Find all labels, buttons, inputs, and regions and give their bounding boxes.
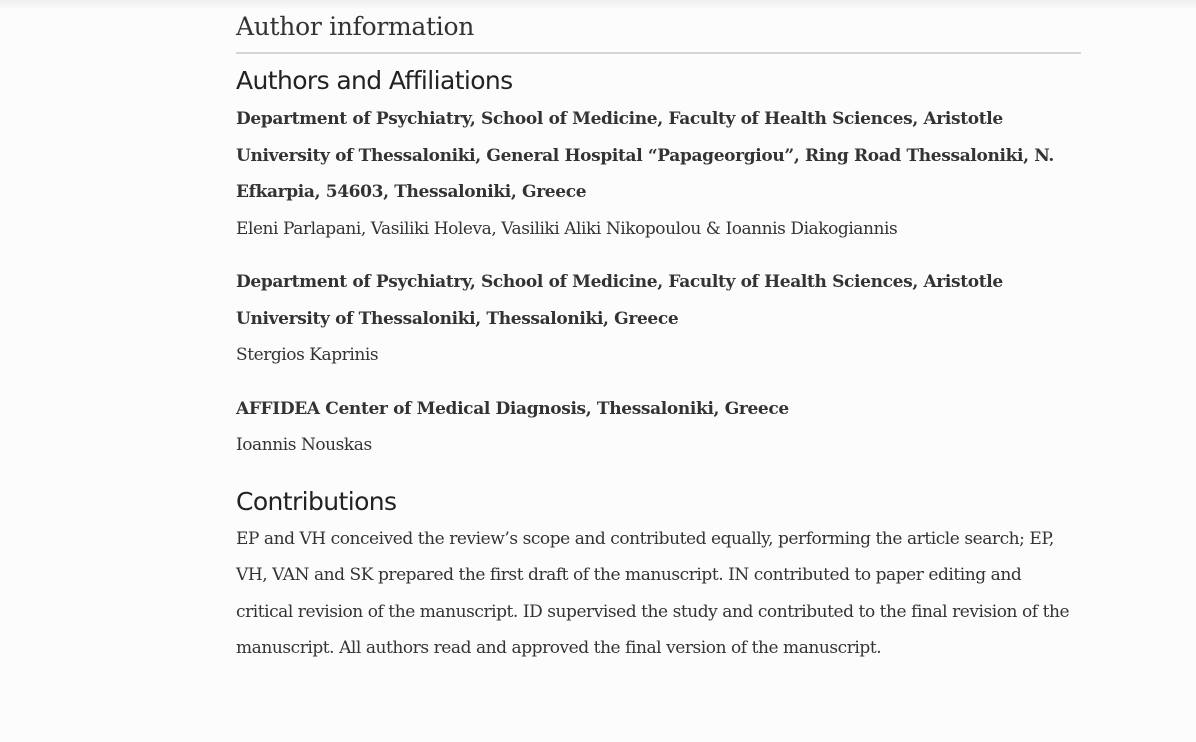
affiliation-authors[interactable]: Stergios Kaprinis [236,345,379,365]
affiliation-group [236,264,1081,374]
author-information-section [236,0,1081,667]
contributions-heading: Contributions [236,486,397,516]
affiliation-name: Department of Psychiatry, School of Medicine, Faculty of Health Sciences, Aristotle University of Thessaloniki, General Hospital “Papageorgiou”, Ring Road Thessaloniki, N. Efkarpia, 54603, Thessaloniki, Greece [236,109,1054,202]
affiliation-name: AFFIDEA Center of Medical Diagnosis, Thessaloniki, Greece [236,398,789,419]
section-title: Author information [236,0,1081,54]
authors-affiliations-heading: Authors and Affiliations [236,66,513,95]
affiliation-name: Department of Psychiatry, School of Medicine, Faculty of Health Sciences, Aristotle University of Thessaloniki, Thessaloniki, Greece [236,272,1003,329]
affiliation-authors[interactable]: Eleni Parlapani, Vasiliki Holeva, Vasiliki Aliki Nikopoulou & Ioannis Diakogiannis [236,218,898,239]
affiliation-authors[interactable]: Ioannis Nouskas [236,435,372,455]
affiliation-group [236,101,1081,247]
affiliation-group [236,391,1081,464]
contributions-text: EP and VH conceived the review’s scope and contributed equally, performing the article search; EP, VH, VAN and SK prepared the first draft of the manuscript. IN contributed to paper editing and critical revision of the manuscript. ID supervised the study and contributed to the final revision of the manuscript. All authors read and approved the final version of the manuscript. [236,528,1070,658]
